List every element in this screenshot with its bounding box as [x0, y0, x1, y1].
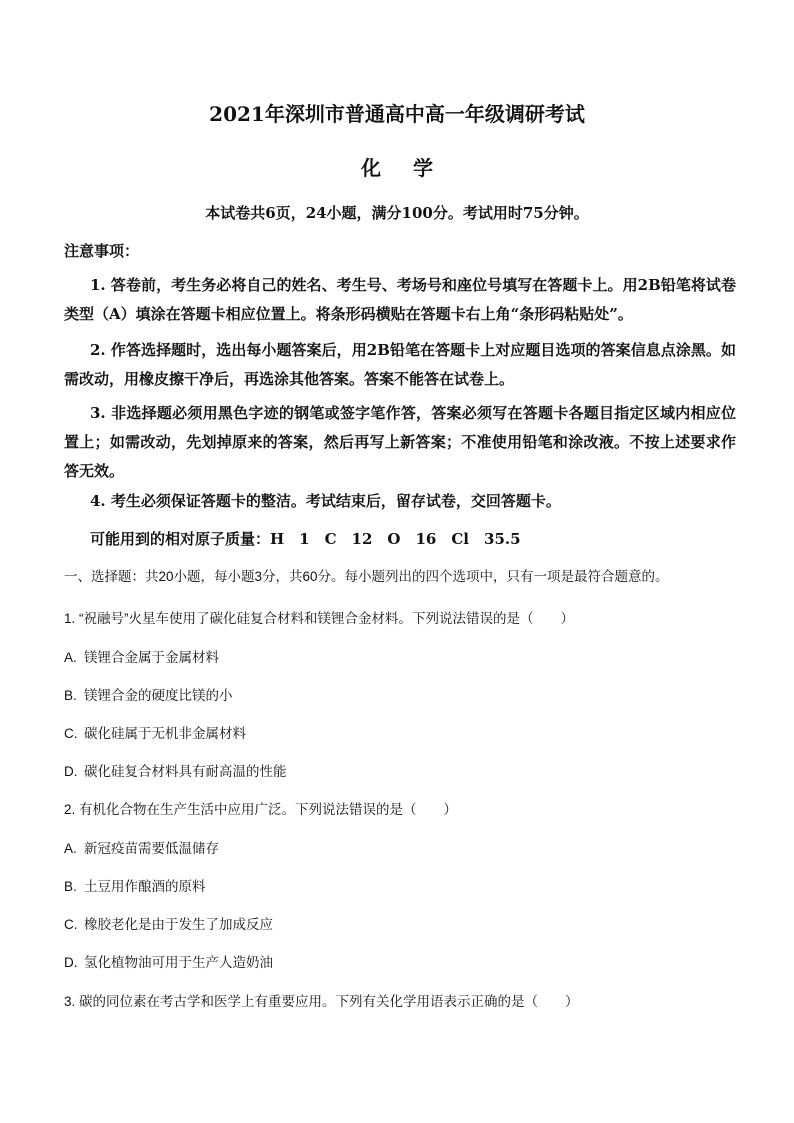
option-label: C. [64, 917, 78, 932]
option-label: A. [64, 650, 77, 665]
note-item-1: 1. 答卷前，考生务必将自己的姓名、考生号、考场号和座位号填写在答题卡上。用2B铅笔将试卷类型（A）填涂在答题卡相应位置上。将条形码横贴在答题卡右上角“条形码粘贴处”。 [64, 276, 736, 323]
option-label: D. [64, 955, 78, 970]
option-text: 碳化硅复合材料具有耐高温的性能 [84, 764, 287, 779]
question-2-option-a [64, 837, 219, 857]
section-heading: 一、选择题：共20小题，每小题3分，共60分。每小题列出的四个选项中，只有一项是最符合题意的。 [64, 569, 669, 584]
exam-title: 2021年深圳市普通高中高一年级调研考试 [209, 102, 585, 126]
subject-char-1: 化 [361, 156, 381, 180]
option-label: D. [64, 764, 78, 779]
question-1-stem: 1. “祝融号”火星车使用了碳化硅复合材料和镁锂合金材料。下列说法错误的是（ ） [64, 611, 574, 626]
exam-info: 本试卷共6页，24小题，满分100分。考试用时75分钟。 [205, 204, 589, 222]
option-text: 碳化硅属于无机非金属材料 [84, 726, 246, 741]
question-2-option-b [64, 875, 206, 895]
question-1-option-c [64, 722, 246, 742]
note-item-2: 2. 作答选择题时，选出每小题答案后，用2B铅笔在答题卡上对应题目选项的答案信息点涂黑。如需改动，用橡皮擦干净后，再选涂其他答案。答案不能答在试卷上。 [64, 341, 736, 388]
subject-title [0, 152, 794, 181]
option-label: C. [64, 726, 78, 741]
note-item-4: 4. 考生必须保证答题卡的整洁。考试结束后，留存试卷，交回答题卡。 [90, 492, 561, 510]
question-2-option-c [64, 913, 273, 933]
atomic-mass-note: 可能用到的相对原子质量：H 1 C 12 O 16 Cl 35.5 [90, 530, 521, 548]
option-text: 橡胶老化是由于发生了加成反应 [84, 917, 273, 932]
option-label: A. [64, 841, 77, 856]
question-1-option-d [64, 760, 287, 780]
question-1-option-b [64, 684, 233, 704]
note-item-3: 3. 非选择题必须用黑色字迹的钢笔或签字笔作答，答案必须写在答题卡各题目指定区域内相应位置上；如需改动，先划掉原来的答案，然后再写上新答案；不准使用铅笔和涂改液。不按上述要求作答无效。 [64, 404, 736, 480]
question-2-option-d [64, 951, 273, 971]
question-1-option-a [64, 646, 219, 666]
notes-heading: 注意事项： [64, 242, 140, 260]
question-3-stem: 3. 碳的同位素在考古学和医学上有重要应用。下列有关化学用语表示正确的是（ ） [64, 994, 579, 1009]
option-text: 镁锂合金的硬度比镁的小 [84, 688, 233, 703]
option-text: 镁锂合金属于金属材料 [84, 650, 219, 665]
option-text: 氢化植物油可用于生产人造奶油 [84, 955, 273, 970]
option-text: 新冠疫苗需要低温储存 [84, 841, 219, 856]
question-2-stem: 2. 有机化合物在生产生活中应用广泛。下列说法错误的是（ ） [64, 802, 458, 817]
option-text: 土豆用作酿酒的原料 [84, 879, 206, 894]
option-label: B. [64, 688, 77, 703]
subject-char-2: 学 [413, 156, 433, 180]
option-label: B. [64, 879, 77, 894]
